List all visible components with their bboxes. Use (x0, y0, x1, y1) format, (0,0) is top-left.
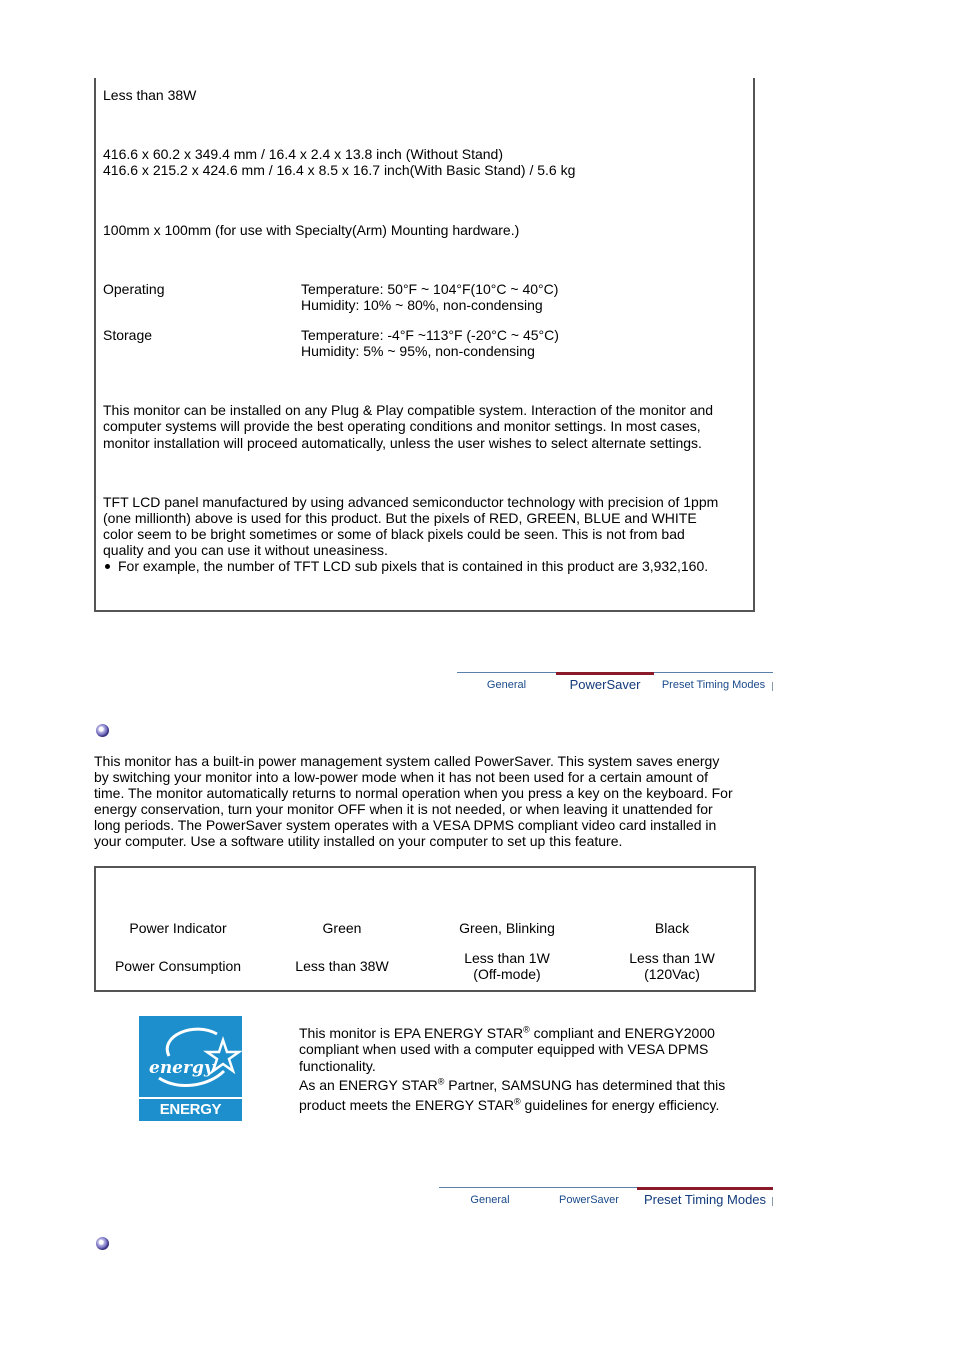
env-storage-temp: Temperature: -4°F ~113°F (-20°C ~ 45°C) (301, 327, 559, 343)
tab-preset-timing-modes-2[interactable] (637, 1187, 773, 1213)
pixel-bullet-text: For example, the number of TFT LCD sub pixels that is contained in this product are 3,932,160. (118, 558, 709, 574)
env-storage-humidity: Humidity: 5% ~ 95%, non-condensing (301, 343, 535, 359)
dimensions-line-1: 416.6 x 60.2 x 349.4 mm / 16.4 x 2.4 x 13.8 inch (Without Stand) (103, 146, 503, 162)
tab-general-2-label: General (470, 1194, 510, 1206)
energy-star-line-4: As an ENERGY STAR® Partner, SAMSUNG has determined that this (299, 1076, 726, 1093)
energy-star-line-3: functionality. (299, 1058, 376, 1074)
powersaver-line-4: energy conservation, turn your monitor OFF when it is not needed, or when leaving it unattended for (94, 801, 713, 817)
pixel-line-1: TFT LCD panel manufactured by using advanced semiconductor technology with precision of 1ppm (103, 494, 719, 510)
tab-bar-2 (439, 1187, 773, 1213)
tab-powersaver-2-label: PowerSaver (559, 1194, 619, 1206)
table-cell-power-consumption: Power Consumption (114, 958, 242, 974)
tab-general-2[interactable] (439, 1187, 541, 1213)
table-cell-black: Black (654, 920, 690, 936)
tab-separator-2 (772, 1197, 773, 1206)
tab-powersaver[interactable] (556, 672, 654, 698)
env-storage-label: Storage (103, 327, 153, 343)
tab-preset-timing-modes[interactable] (654, 672, 773, 698)
table-cell-saving-power-2: (Off-mode) (473, 966, 541, 982)
powersaver-line-2: by switching your monitor into a low-power mode when it has not been used for a certain amount of (94, 769, 708, 785)
pixel-line-2: (one millionth) above is used for this product. But the pixels of RED, GREEN, BLUE and WHITE (103, 510, 697, 526)
section-bullet-icon-2 (96, 1237, 109, 1250)
plug-play-line-3: monitor installation will proceed automatically, unless the user wishes to select alternate settings. (103, 435, 702, 451)
tab-preset-2-label: Preset Timing Modes (643, 1192, 767, 1207)
energy-star-logo (139, 1016, 242, 1140)
powersaver-line-6: your computer. Use a software utility installed on your computer to set up this feature. (94, 833, 623, 849)
table-cell-off-power-2: (120Vac) (644, 966, 700, 982)
tab-preset-label: Preset Timing Modes (661, 679, 766, 691)
table-cell-power-indicator: Power Indicator (129, 920, 227, 936)
tab-powersaver-label: PowerSaver (569, 677, 641, 692)
powersaver-line-1: This monitor has a built-in power management system called PowerSaver. This system saves energy (94, 753, 720, 769)
powersaver-line-5: long periods. The PowerSaver system operates with a VESA DPMS compliant video card installed in (94, 817, 717, 833)
tab-general[interactable] (457, 672, 556, 698)
plug-play-line-1: This monitor can be installed on any Plug & Play compatible system. Interaction of the monitor and (103, 402, 714, 418)
section-bullet-icon (96, 724, 109, 737)
plug-play-line-2: computer systems will provide the best operating conditions and monitor settings. In most cases, (103, 418, 701, 434)
pixel-line-4: quality and you can use it without uneasiness. (103, 542, 388, 558)
power-consumption-text: Less than 38W (103, 87, 197, 103)
energy-star-line-1: This monitor is EPA ENERGY STAR® compliant and ENERGY2000 (299, 1024, 715, 1041)
powersaver-line-3: time. The monitor automatically returns to normal operation when you press a key on the keyboard. For (94, 785, 733, 801)
table-cell-green-blinking: Green, Blinking (459, 920, 555, 936)
energy-star-line-5: product meets the ENERGY STAR® guidelines for energy efficiency. (299, 1096, 720, 1113)
table-cell-off-power-1: Less than 1W (629, 950, 715, 966)
tab-general-label: General (486, 679, 527, 691)
energy-star-line-2: compliant when used with a computer equipped with VESA DPMS (299, 1041, 709, 1057)
pixel-line-3: color seem to be bright sometimes or some of black pixels could be seen. This is not from bad (103, 526, 685, 542)
table-cell-green: Green (322, 920, 362, 936)
vesa-mount-text: 100mm x 100mm (for use with Specialty(Arm) Mounting hardware.) (103, 222, 520, 238)
bullet-dot-icon (105, 564, 110, 569)
table-cell-normal-power: Less than 38W (295, 958, 389, 974)
env-operating-label: Operating (103, 281, 165, 297)
energy-star-band-text: ENERGY STAR (139, 1097, 242, 1121)
env-operating-temp: Temperature: 50°F ~ 104°F(10°C ~ 40°C) (301, 281, 559, 297)
tab-bar-1 (457, 672, 773, 698)
dimensions-line-2: 416.6 x 215.2 x 424.6 mm / 16.4 x 8.5 x 16.7 inch(With Basic Stand) / 5.6 kg (103, 162, 576, 178)
table-cell-saving-power-1: Less than 1W (464, 950, 550, 966)
tab-powersaver-2[interactable] (541, 1187, 637, 1213)
tab-separator (772, 682, 773, 691)
energy-script-text: energy (149, 1058, 214, 1078)
env-operating-humidity: Humidity: 10% ~ 80%, non-condensing (301, 297, 543, 313)
